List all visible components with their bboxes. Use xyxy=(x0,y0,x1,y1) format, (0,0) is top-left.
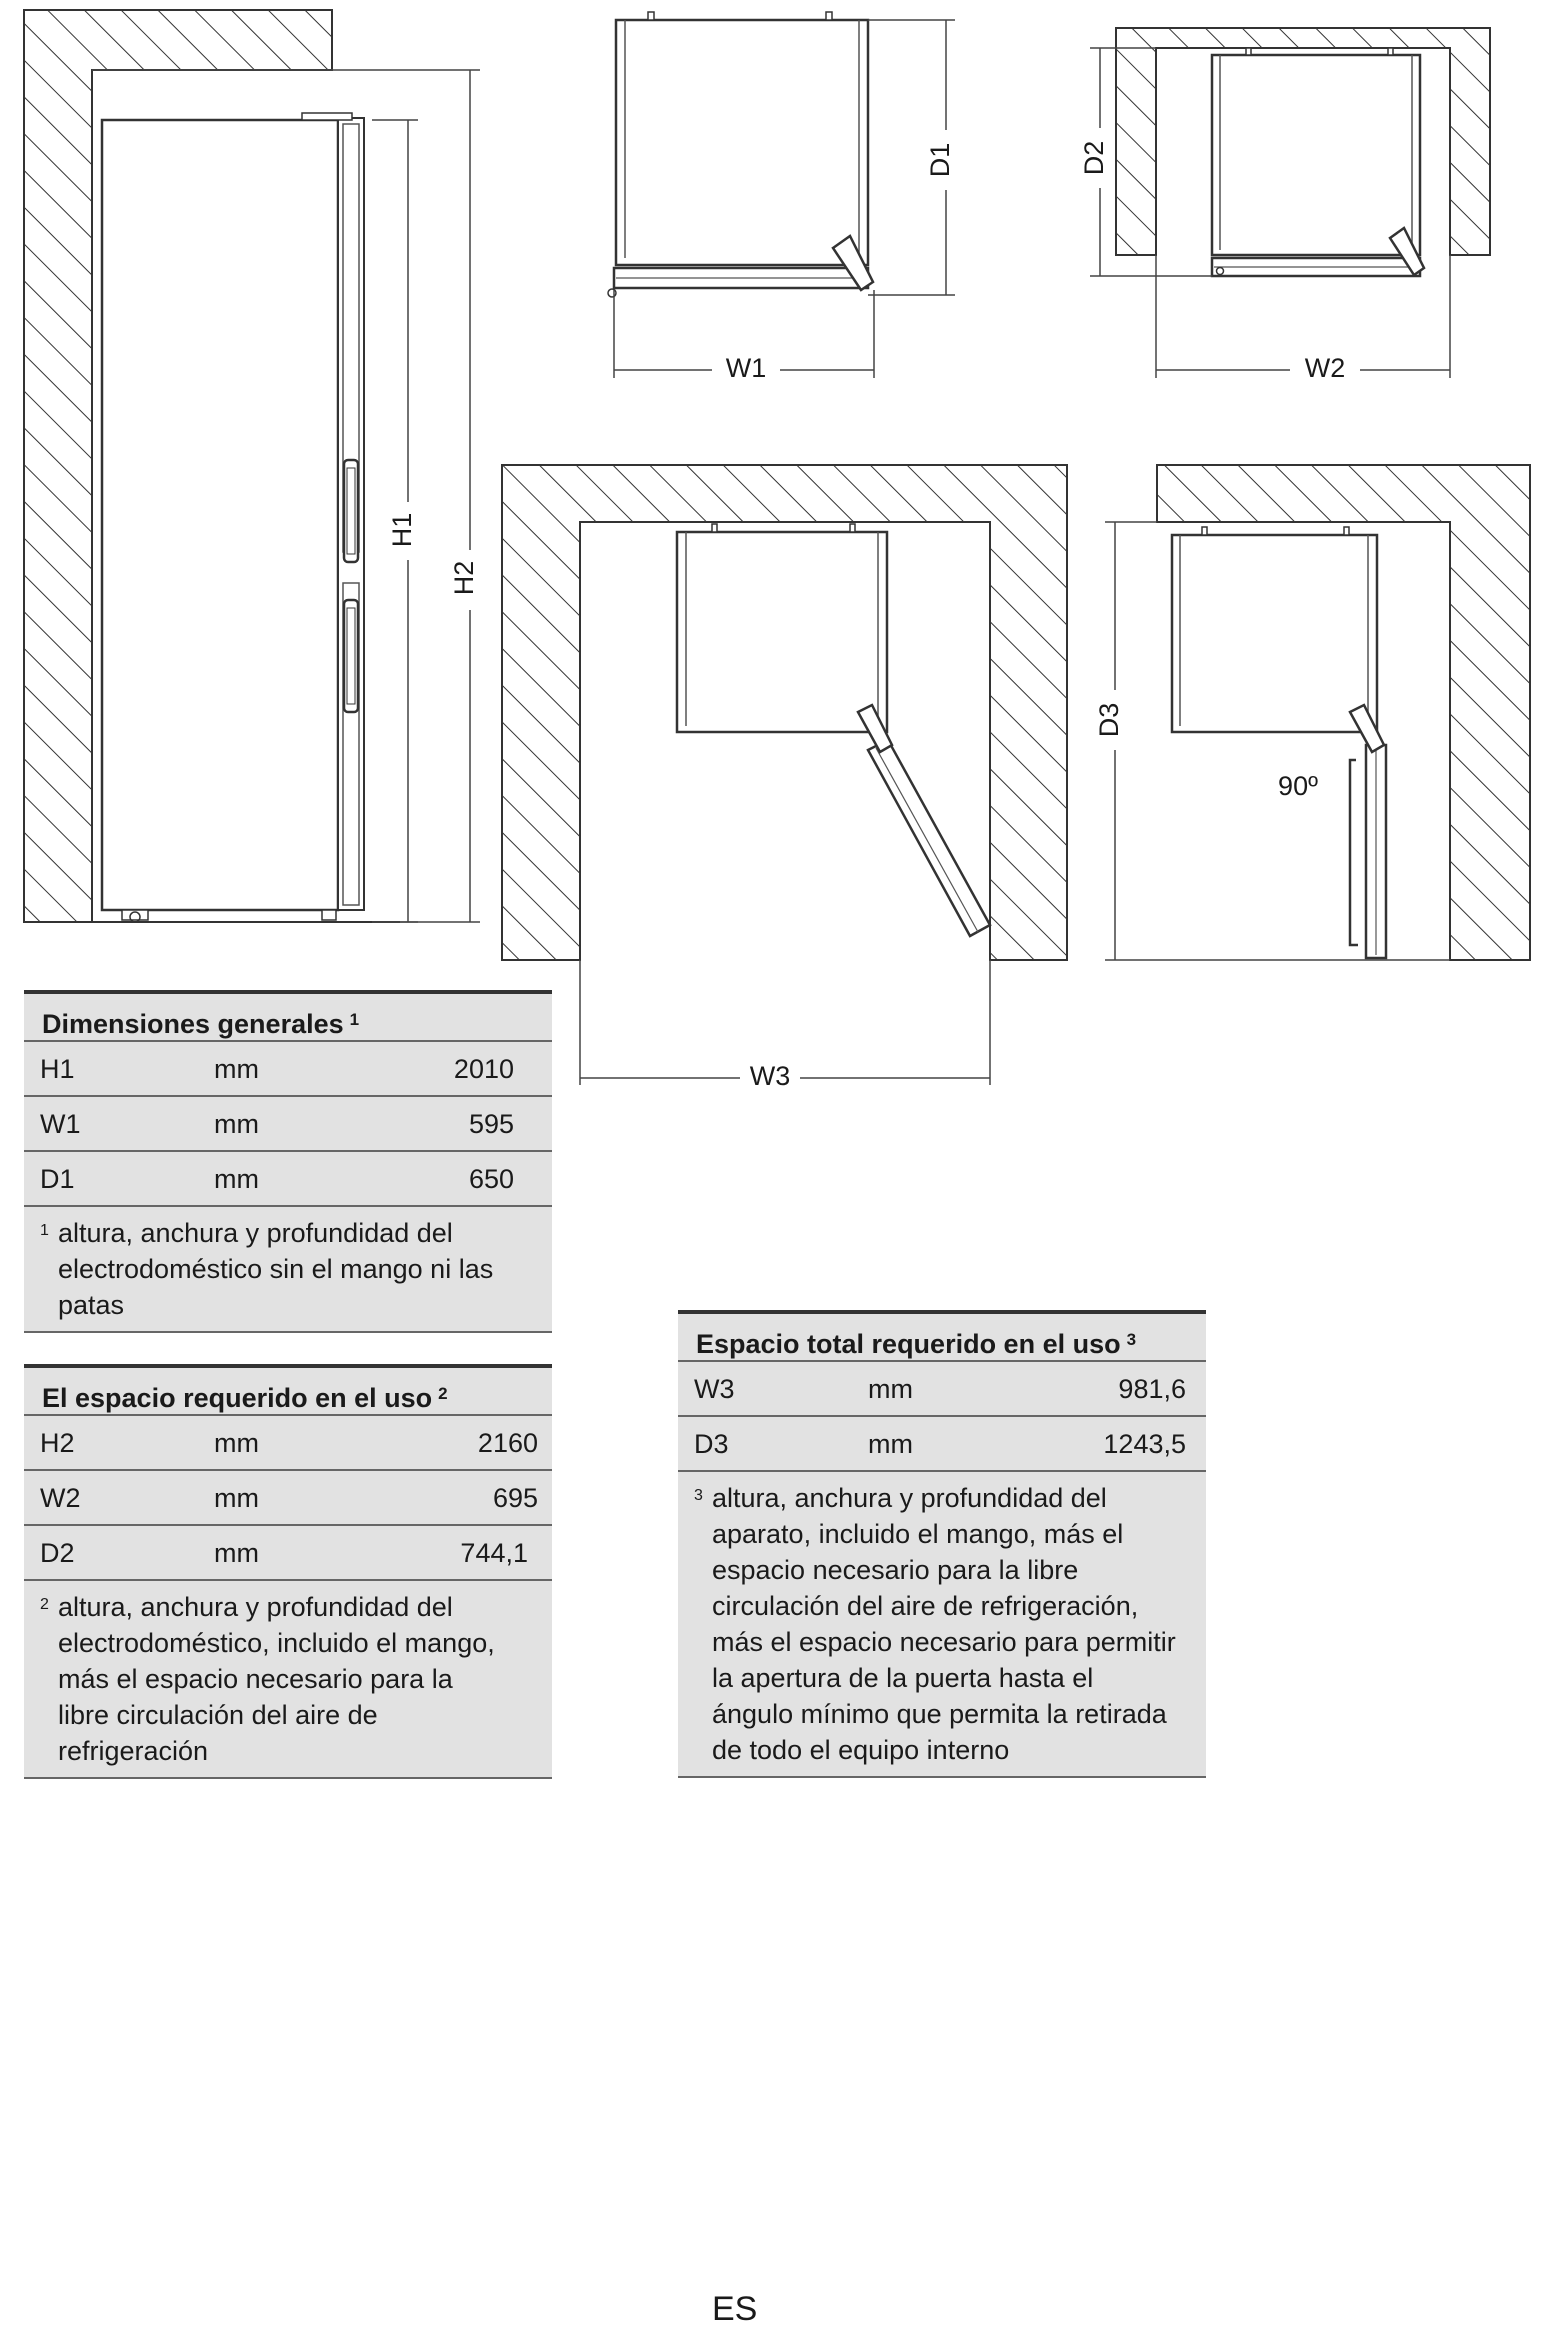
h2-dimension-label: H2 xyxy=(449,560,480,596)
row-value: 744,1 xyxy=(460,1538,528,1568)
row-name: D1 xyxy=(40,1164,75,1194)
row-value: 981,6 xyxy=(1118,1374,1186,1404)
table-title: Dimensiones generales xyxy=(42,1009,344,1039)
footnote-number: 3 xyxy=(694,1487,703,1504)
table-title: El espacio requerido en el uso xyxy=(42,1383,433,1413)
table-header xyxy=(678,1310,1206,1362)
total-space-table xyxy=(678,1310,1206,1778)
footnote-number: 2 xyxy=(40,1596,49,1613)
row-name: H1 xyxy=(40,1054,75,1084)
table-row xyxy=(24,1152,552,1207)
d2-dimension-label: D2 xyxy=(1079,140,1110,176)
table-footnote xyxy=(24,1581,552,1779)
row-name: W1 xyxy=(40,1109,81,1139)
general-dimensions-table xyxy=(24,990,552,1333)
door-open-w3-figure xyxy=(502,465,1067,1091)
footnote-number: 1 xyxy=(40,1222,49,1239)
page-language-label: ES xyxy=(712,2290,758,2328)
row-unit: mm xyxy=(214,1054,259,1084)
w2-dimension-label: W2 xyxy=(1304,353,1346,384)
required-space-table xyxy=(24,1364,552,1779)
row-unit: mm xyxy=(868,1429,913,1459)
row-value: 2160 xyxy=(477,1428,538,1458)
table-header xyxy=(24,1364,552,1416)
table-row xyxy=(24,1416,552,1471)
row-value: 1243,5 xyxy=(1103,1429,1186,1459)
table-row xyxy=(24,1526,552,1581)
door-90-d3-figure xyxy=(1094,465,1530,960)
row-name: D3 xyxy=(694,1429,729,1459)
row-name: W3 xyxy=(694,1374,735,1404)
side-view-figure xyxy=(24,10,480,922)
row-value: 595 xyxy=(468,1109,514,1139)
table-row xyxy=(24,1097,552,1152)
table-footnote xyxy=(678,1472,1206,1778)
row-name: W2 xyxy=(40,1483,81,1513)
h1-dimension-label: H1 xyxy=(387,512,418,548)
table-title: Espacio total requerido en el uso xyxy=(696,1329,1121,1359)
w1-dimension-label: W1 xyxy=(725,353,767,384)
row-unit: mm xyxy=(214,1164,259,1194)
footnote-text: altura, anchura y profundidad del electrodoméstico, incluido el mango, más el espacio necesario para la libre circulación del aire de refrigeración xyxy=(58,1592,495,1766)
table-row xyxy=(678,1362,1206,1417)
table-row xyxy=(678,1417,1206,1472)
row-name: H2 xyxy=(40,1428,75,1458)
footnote-marker: 2 xyxy=(438,1384,448,1403)
top-view-w2-d2-figure xyxy=(1079,28,1490,383)
angle-90-label: 90º xyxy=(1278,771,1318,802)
row-value: 2010 xyxy=(453,1054,514,1084)
footnote-marker: 3 xyxy=(1126,1330,1137,1349)
row-value: 650 xyxy=(468,1164,514,1194)
table-row xyxy=(24,1042,552,1097)
row-name: D2 xyxy=(40,1538,75,1568)
table-header xyxy=(24,990,552,1042)
d3-dimension-label: D3 xyxy=(1094,702,1125,738)
table-row xyxy=(24,1471,552,1526)
top-view-w1-d1-figure xyxy=(608,12,955,383)
row-value: 695 xyxy=(492,1483,538,1513)
table-footnote xyxy=(24,1207,552,1333)
row-unit: mm xyxy=(214,1483,259,1513)
row-unit: mm xyxy=(214,1538,259,1568)
footnote-text: altura, anchura y profundidad del aparato, incluido el mango, más el espacio necesario para la libre circulación del aire de refrigeración, más el espacio necesario para permitir la apertura de la puerta hasta el ángulo mínimo que permita la retirada de todo el equipo interno xyxy=(712,1483,1176,1765)
row-unit: mm xyxy=(868,1374,913,1404)
footnote-text: altura, anchura y profundidad del electrodoméstico sin el mango ni las patas xyxy=(58,1218,494,1320)
row-unit: mm xyxy=(214,1428,259,1458)
footnote-marker: 1 xyxy=(349,1010,360,1029)
installation-diagrams xyxy=(0,0,1546,1140)
row-unit: mm xyxy=(214,1109,259,1139)
d1-dimension-label: D1 xyxy=(925,142,956,178)
w3-dimension-label: W3 xyxy=(749,1061,791,1092)
